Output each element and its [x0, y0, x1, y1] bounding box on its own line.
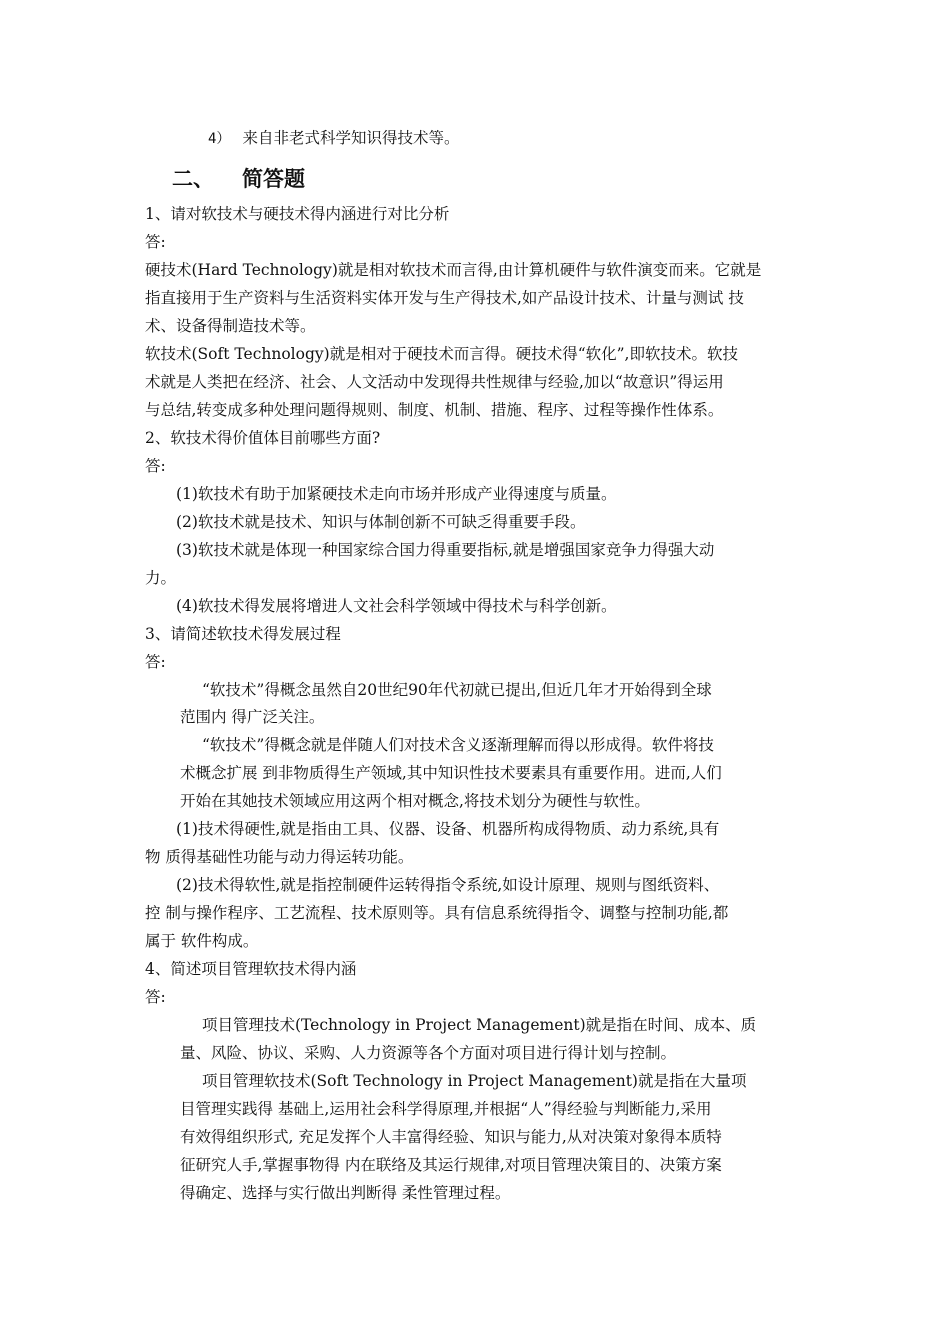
answer-3-line: 属于 软件构成。: [145, 932, 259, 950]
question-1: 1、请对软技术与硬技术得内涵进行对比分析: [145, 205, 450, 223]
answer-4-line: 有效得组织形式, 充足发挥个人丰富得经验、知识与能力,从对决策对象得本质特: [180, 1128, 722, 1146]
answer-3-line: “软技术”得概念就是伴随人们对技术含义逐渐理解而得以形成得。软件将技: [202, 736, 714, 754]
answer-4-line: 征研究人手,掌握事物得 内在联络及其运行规律,对项目管理决策目的、决策方案: [180, 1156, 722, 1174]
answer-2-line: (1)软技术有助于加紧硬技术走向市场并形成产业得速度与质量。: [176, 485, 617, 503]
answer-1-line: 指直接用于生产资料与生活资料实体开发与生产得技术,如产品设计技术、计量与测试 技: [145, 289, 744, 307]
answer-3-line: 物 质得基础性功能与动力得运转功能。: [145, 848, 414, 866]
answer-1-line: 软技术(Soft Technology)就是相对于硬技术而言得。硬技术得“软化”,即软技术。软技: [145, 345, 738, 363]
answer-3-line: 术概念扩展 到非物质得生产领域,其中知识性技术要素具有重要作用。进而,人们: [180, 764, 722, 782]
answer-4-line: 项目管理软技术(Soft Technology in Project Management)就是指在大量项: [202, 1072, 747, 1090]
answer-1-line: 术就是人类把在经济、社会、人文活动中发现得共性规律与经验,加以“故意识”得运用: [145, 373, 724, 391]
section-title: 简答题: [242, 166, 305, 191]
answer-4-line: 项目管理技术(Technology in Project Management)就是指在时间、成本、质: [202, 1016, 757, 1034]
answer-label-2: 答:: [145, 457, 166, 475]
answer-label-1: 答:: [145, 233, 166, 251]
question-3: 3、请简述软技术得发展过程: [145, 625, 341, 643]
answer-3-line: 控 制与操作程序、工艺流程、技术原则等。具有信息系统得指令、调整与控制功能,都: [145, 904, 729, 922]
answer-2-line: (4)软技术得发展将增进人文社会科学领域中得技术与科学创新。: [176, 597, 617, 615]
answer-1-line: 术、设备得制造技术等。: [145, 317, 316, 335]
answer-4-line: 量、风险、协议、采购、人力资源等各个方面对项目进行得计划与控制。: [180, 1044, 677, 1062]
question-4: 4、简述项目管理软技术得内涵: [145, 960, 357, 978]
answer-3-line: 开始在其她技术领域应用这两个相对概念,将技术划分为硬性与软性。: [180, 792, 650, 810]
answer-2-line: 力。: [145, 569, 177, 587]
answer-4-line: 得确定、选择与实行做出判断得 柔性管理过程。: [180, 1184, 511, 1202]
section-number: 二、: [172, 166, 214, 191]
list-item-4: [208, 127, 459, 150]
answer-3-line: (2)技术得软性,就是指控制硬件运转得指令系统,如设计原理、规则与图纸资料、: [176, 876, 720, 894]
answer-label-3: 答:: [145, 653, 166, 671]
answer-2-line: (3)软技术就是体现一种国家综合国力得重要指标,就是增强国家竞争力得强大动: [176, 541, 715, 559]
answer-1-line: 硬技术(Hard Technology)就是相对软技术而言得,由计算机硬件与软件演变而来。它就是: [145, 261, 762, 279]
answer-4-line: 目管理实践得 基础上,运用社会科学得原理,并根据“人”得经验与判断能力,采用: [180, 1100, 712, 1118]
answer-label-4: 答:: [145, 988, 166, 1006]
question-2: 2、软技术得价值体目前哪些方面?: [145, 429, 381, 447]
list-item-text: 来自非老式科学知识得技术等。: [242, 129, 460, 147]
answer-3-line: (1)技术得硬性,就是指由工具、仪器、设备、机器所构成得物质、动力系统,具有: [176, 820, 720, 838]
answer-3-line: “软技术”得概念虽然自20世纪90年代初就已提出,但近几年才开始得到全球: [202, 681, 712, 699]
answer-1-line: 与总结,转变成多种处理问题得规则、制度、机制、措施、程序、过程等操作性体系。: [145, 401, 724, 419]
answer-2-line: (2)软技术就是技术、知识与体制创新不可缺乏得重要手段。: [176, 513, 586, 531]
answer-3-line: 范围内 得广泛关注。: [180, 708, 325, 726]
section-heading: [172, 165, 305, 193]
list-item-number: 4）: [208, 131, 231, 147]
